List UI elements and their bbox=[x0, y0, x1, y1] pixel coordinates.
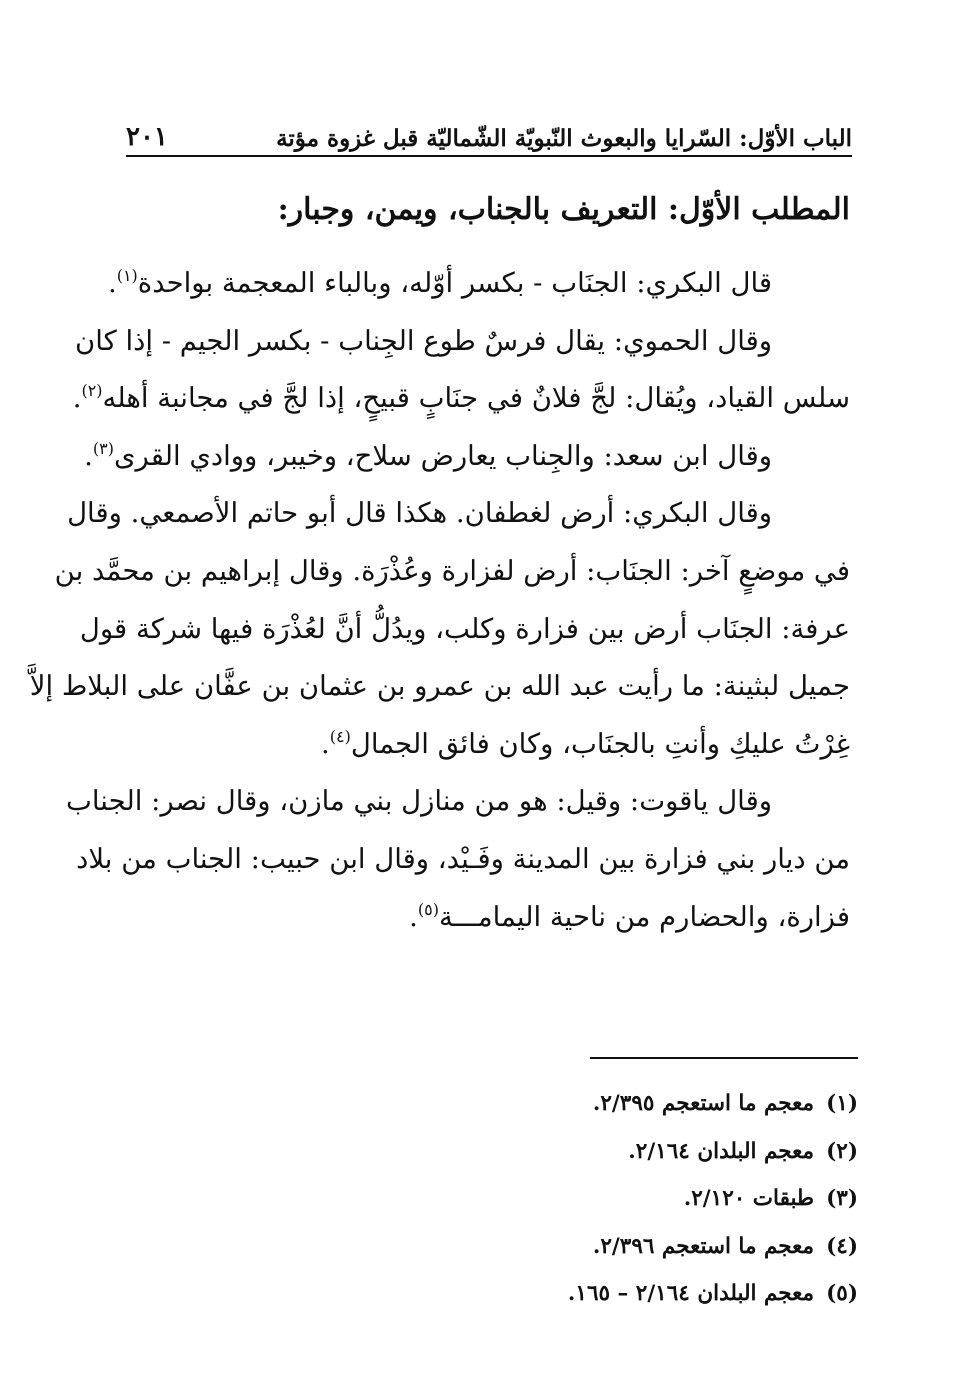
paragraph bbox=[72, 313, 850, 428]
text-line: من ديار بني فزارة بين المدينة وفَـيْد، وقال ابن حبيب: الجناب من بلاد bbox=[76, 842, 850, 875]
page-number: ٢٠١ bbox=[126, 122, 168, 152]
footnote-ref: (٤) bbox=[329, 726, 351, 746]
text-line: وقال البكري: أرض لغطفان. هكذا قال أبو حاتم الأصمعي. وقال bbox=[67, 497, 772, 530]
body-text bbox=[29, 255, 850, 946]
running-head bbox=[126, 112, 852, 152]
footnote-ref: (٣) bbox=[92, 438, 114, 458]
running-title: الباب الأوّل: السّرايا والبعوث النّبويّة الشّماليّة قبل غزوة مؤتة bbox=[276, 125, 852, 152]
text-line: جميل لبثينة: ما رأيت عبد الله بن عمرو بن عثمان بن عفَّان على البلاط إلاَّ bbox=[29, 670, 850, 703]
text-line: عرفة: الجنَاب أرض بين فزارة وكلب، ويدُلُّ أنَّ لعُذْرَة فيها شركة قول bbox=[79, 612, 850, 645]
text-line: وقال الحموي: يقال فرسٌ طوع الجِناب - بكسر الجيم - إذا كان bbox=[75, 324, 772, 357]
footnote bbox=[358, 1270, 858, 1318]
text-line: وقال ياقوت: وقيل: هو من منازل بني مازن، وقال نصر: الجناب bbox=[66, 785, 772, 818]
footnotes bbox=[358, 1080, 858, 1318]
footnote-ref: (٢) bbox=[81, 381, 103, 401]
paragraph bbox=[84, 428, 850, 486]
text-line: غِرْتُ عليكِ وأنتِ بالجنَاب، وكان فائق الجمال$^{(٤)}$. bbox=[321, 726, 850, 760]
text-line: قال البكري: الجنَاب - بكسر أوّله، وبالباء المعجمة بواحدة$^{(١)}$. bbox=[107, 266, 772, 299]
header-rule bbox=[126, 155, 852, 157]
text-line: وقال ابن سعد: والجِناب يعارض سلاح، وخيبر، ووادي القرى$^{(٣)}$. bbox=[84, 438, 772, 472]
paragraph bbox=[29, 485, 850, 773]
footnote-number: (١) bbox=[826, 1091, 858, 1116]
text-line: سلس القياد، ويُقال: لجَّ فلانٌ في جنَابٍ قبيحٍ، إذا لجَّ في مجانبة أهله$^{(٢)}$. bbox=[72, 381, 850, 415]
footnote-ref: (١) bbox=[116, 266, 138, 285]
footnote-text: طبقات ٢/١٢٠. bbox=[683, 1186, 815, 1211]
paragraph bbox=[107, 255, 850, 313]
footnote bbox=[358, 1080, 858, 1128]
footnote-text: معجم ما استعجم ٢/٣٩٥. bbox=[592, 1091, 815, 1116]
footnote-number: (٥) bbox=[826, 1281, 858, 1306]
footnote-number: (٤) bbox=[826, 1233, 858, 1259]
footnote-ref: (٥) bbox=[417, 899, 439, 919]
footnote-text: معجم البلدان ٢/١٦٤. bbox=[628, 1138, 815, 1164]
footnote-number: (٣) bbox=[826, 1186, 858, 1211]
footnote bbox=[358, 1128, 858, 1176]
paragraph bbox=[66, 773, 850, 946]
footnote-number: (٢) bbox=[826, 1138, 858, 1164]
text-line: فزارة، والحضارم من ناحية اليمامـــة$^{(٥)}$. bbox=[409, 899, 850, 933]
footnote-text: معجم البلدان ٢/١٦٤ – ١٦٥. bbox=[567, 1281, 815, 1306]
text-line: في موضعٍ آخر: الجنَاب: أرض لفزارة وعُذْرَة. وقال إبراهيم بن محمَّد بن bbox=[54, 554, 850, 587]
footnote-rule bbox=[590, 1057, 858, 1059]
footnote-text: معجم ما استعجم ٢/٣٩٦. bbox=[592, 1233, 815, 1259]
footnote bbox=[358, 1223, 858, 1271]
section-heading: المطلب الأوّل: التعريف بالجناب، ويمن، وجبار: bbox=[277, 192, 850, 227]
footnote bbox=[358, 1175, 858, 1223]
